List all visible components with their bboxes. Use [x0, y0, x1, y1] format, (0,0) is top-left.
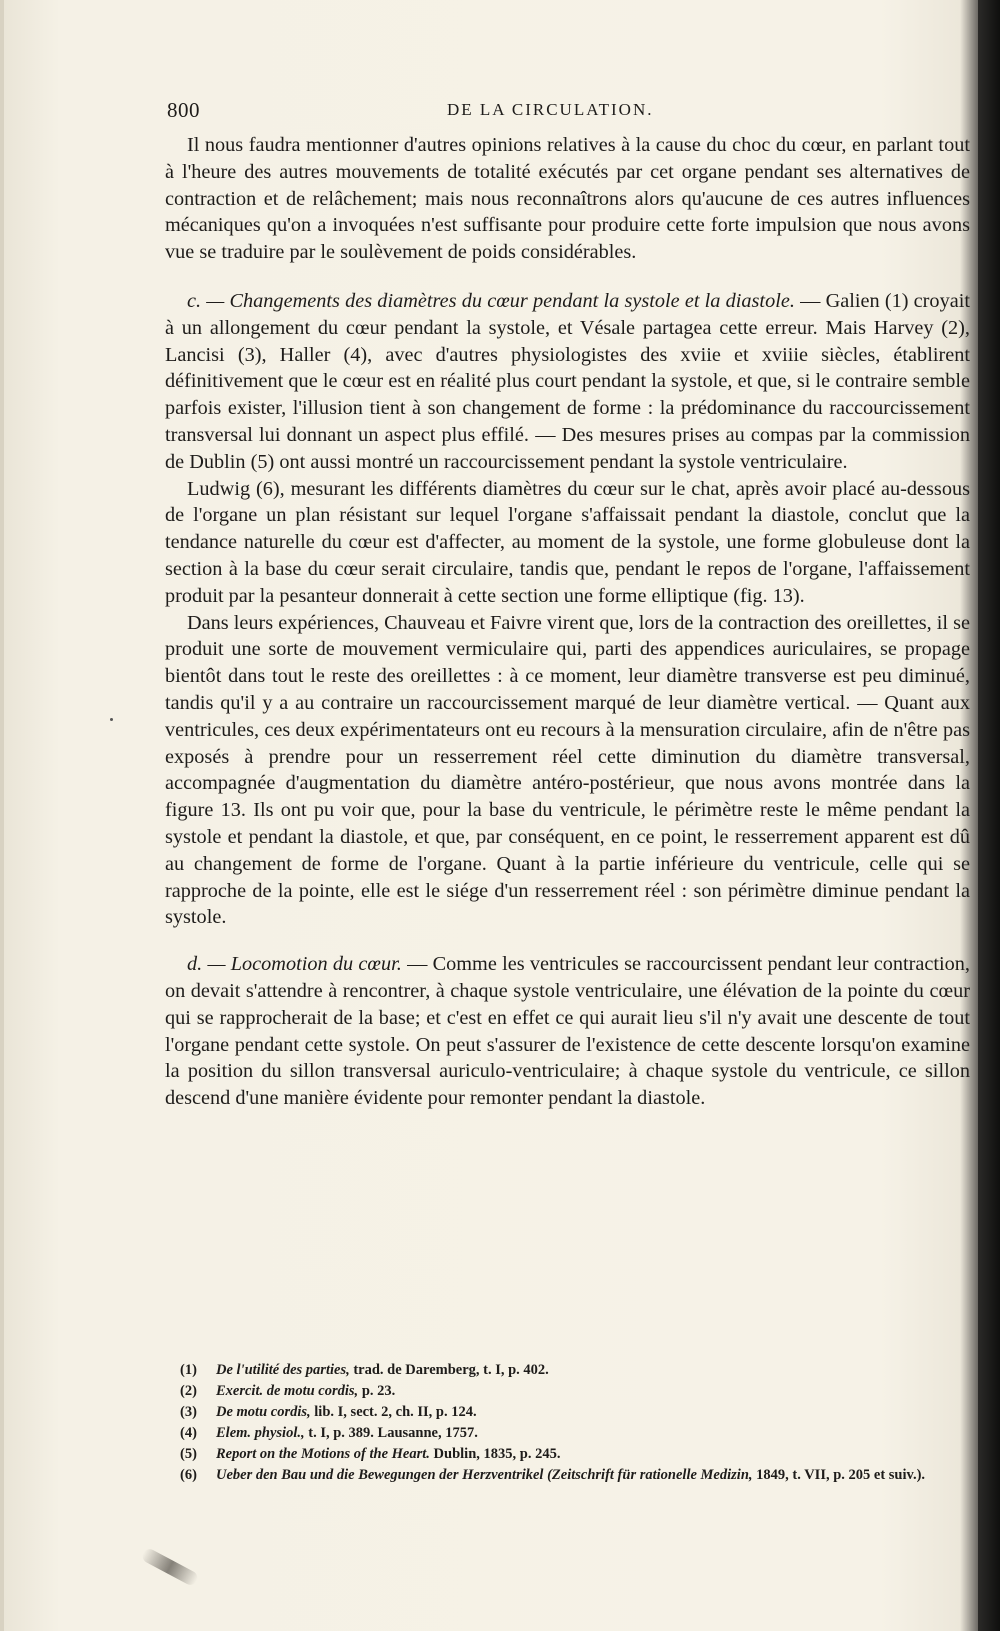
footnote-title: Elem. physiol.,: [216, 1425, 305, 1441]
footnote-rest: p. 23.: [358, 1383, 396, 1399]
page-edge: [0, 0, 4, 1631]
footnote-title: De l'utilité des parties,: [216, 1362, 350, 1378]
footnotes: [180, 1360, 970, 1486]
footnote-rest: 1849, t. VII, p. 205 et suiv.).: [752, 1467, 926, 1483]
paragraph-text: — Comme les ventricules se raccourcissent pendant leur contraction, on devait s'attendre à rencontrer, à chaque systole ventriculaire, une élévation de la pointe du cœur qui se rapprocherait de la base; et c'est en effet ce qui aurait lieu s'il n'y avait une descente de tout l'organe pendant cette systole. On peut s'assurer de l'existence de cette descente lorsqu'on examine la position du sillon transversal auriculo-ventriculaire; à chaque systole du ventricule, ce sillon descend d'une manière évidente pour remonter pendant la diastole.: [165, 953, 970, 1110]
footnote-rest: Dublin, 1835, p. 245.: [429, 1446, 561, 1462]
footnote: [180, 1444, 970, 1465]
footnote: [180, 1465, 970, 1486]
paragraph-section-c: [165, 288, 970, 476]
footnote-mark: (5): [180, 1446, 197, 1462]
section-heading-c: c. — Changements des diamètres du cœur pendant la systole et la diastole.: [187, 289, 795, 312]
paragraph: [165, 476, 970, 610]
footnote: [180, 1402, 970, 1423]
footnote-rest: t. I, p. 389. Lausanne, 1757.: [304, 1425, 478, 1441]
footnote: [180, 1360, 970, 1381]
binding-shadow: [978, 0, 1000, 1631]
body-text: [165, 132, 970, 1112]
footnote-rest: lib. I, sect. 2, ch. II, p. 124.: [310, 1404, 477, 1420]
page-stain: [140, 1547, 200, 1588]
footnote: [180, 1381, 970, 1402]
footnote-title: Exercit. de motu cordis,: [216, 1383, 359, 1399]
running-head: DE LA CIRCULATION.: [447, 100, 654, 119]
footnote-mark: (3): [180, 1404, 197, 1420]
paragraph-text: — Galien (1) croyait à un allongement du cœur pendant la systole, et Vésale partagea cette erreur. Mais Harvey (2), Lancisi (3), Haller (4), avec d'autres physiologistes des xviie et xviiie siècles, établirent définitivement que le cœur est en réalité plus court pendant la systole, et que, si le contraire semble parfois exister, l'illusion tient à son changement de forme : la prédominance du raccourcissement transversal lui donnant un aspect plus effilé. — Des mesures prises au compas par la commission de Dublin (5) ont aussi montré un raccourcissement pendant la systole ventriculaire.: [165, 289, 970, 473]
paragraph-text: Ludwig (6), mesurant les différents diamètres du cœur sur le chat, après avoir placé au-dessous de l'organe un plan résistant sur lequel l'organe s'affaissait pendant la diastole, conclut que la tendance naturelle du cœur est d'affecter, au moment de la systole, une forme globuleuse dont la section à la base du cœur serait circulaire, tandis que, pendant le repos de l'organe, l'affaissement produit par la pesanteur donnerait à cette section une forme elliptique (fig. 13).: [165, 477, 970, 607]
section-heading-d: d. — Locomotion du cœur.: [187, 953, 402, 976]
footnote-mark: (6): [180, 1467, 197, 1483]
margin-dot: [110, 718, 113, 721]
footnote-title: Ueber den Bau und die Bewegungen der Herzventrikel (Zeitschrift für rationelle Medizin,: [216, 1467, 753, 1483]
footnote-rest: trad. de Daremberg, t. I, p. 402.: [349, 1362, 549, 1378]
footnote-mark: (4): [180, 1425, 197, 1441]
footnote: [180, 1423, 970, 1444]
footnote-mark: (2): [180, 1383, 197, 1399]
paragraph-text: Dans leurs expériences, Chauveau et Faivre virent que, lors de la contraction des oreillettes, il se produit une sorte de mouvement vermiculaire qui, parti des appendices auriculaires, se propage bientôt dans tout le reste des oreillettes : à ce moment, leur diamètre transverse est peu diminué, tandis qu'il y a au contraire un raccourcissement marqué de leur diamètre vertical. — Quant aux ventricules, ces deux expérimentateurs ont eu recours à la mensuration circulaire, afin de n'être pas exposés à prendre pour un resserrement réel cette diminution du diamètre transversal, accompagnée d'augmentation du diamètre antéro-postérieur, que nous avons montrée dans la figure 13. Ils ont pu voir que, pour la base du ventricule, le périmètre reste le même pendant la systole et pendant la diastole, et que, par conséquent, en ce point, le resserrement apparent est dû au changement de forme de l'organe. Quant à la partie inférieure du ventricule, celle qui se rapproche de la pointe, elle est le siége d'un resserrement réel : son périmètre diminue pendant la systole.: [165, 611, 970, 929]
page-number: 800: [167, 98, 200, 122]
footnote-title: Report on the Motions of the Heart.: [216, 1446, 430, 1462]
paragraph-text: Il nous faudra mentionner d'autres opinions relatives à la cause du choc du cœur, en parlant tout à l'heure des autres mouvements de totalité exécutés par cet organe pendant ses alternatives de contraction et de relâchement; mais nous reconnaîtrons alors qu'aucune de ces autres influences mécaniques qu'on a invoquées n'est suffisante pour produire cette forte impulsion que nous avons vue se traduire par le soulèvement de poids considérables.: [165, 134, 970, 264]
paragraph: [165, 610, 970, 932]
paragraph: [165, 132, 970, 266]
paragraph-section-d: [165, 951, 970, 1112]
footnote-mark: (1): [180, 1362, 197, 1378]
page-header: [167, 98, 977, 126]
footnote-title: De motu cordis,: [216, 1404, 311, 1420]
